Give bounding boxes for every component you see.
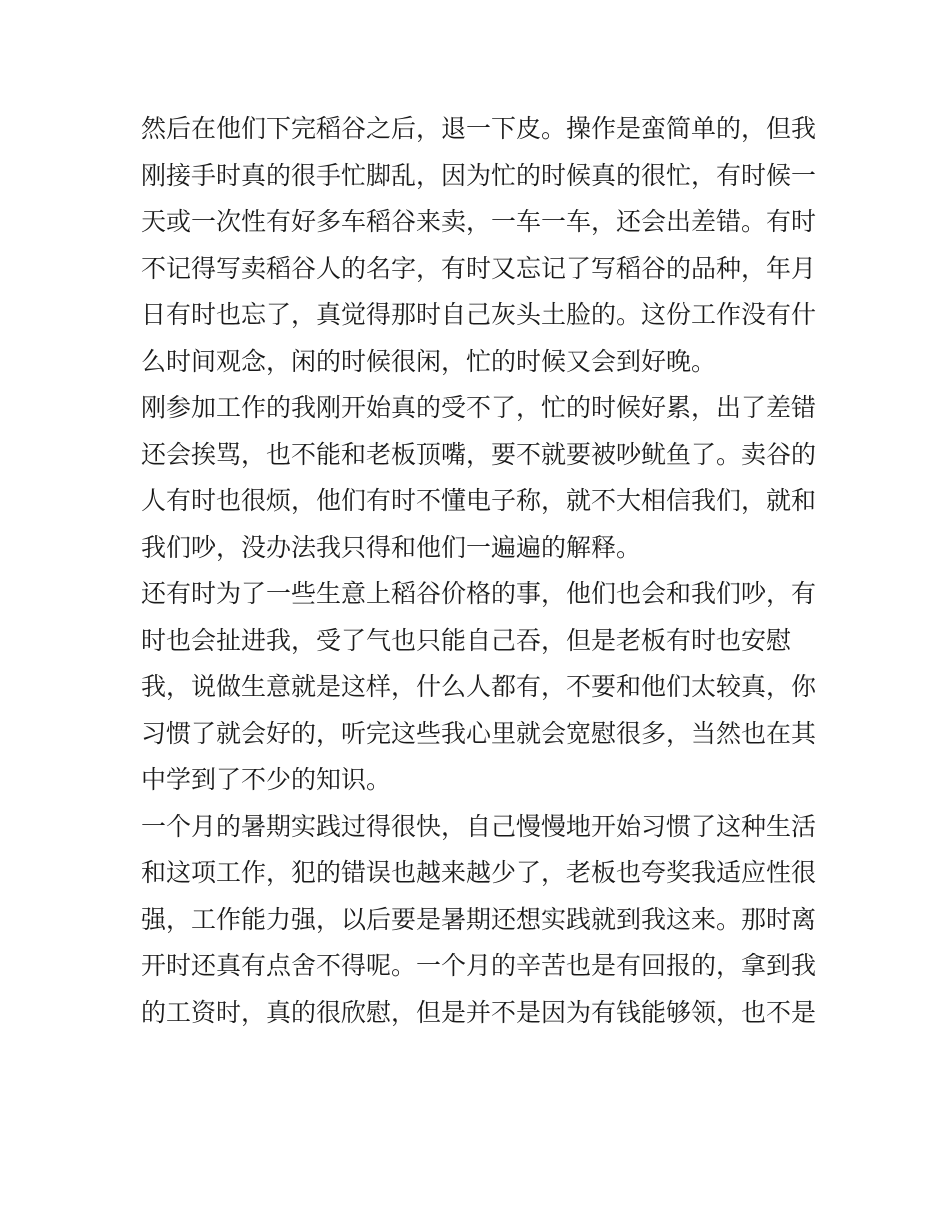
text-line: 人有时也很烦，他们有时不懂电子称，就不大相信我们，就和 (141, 486, 817, 515)
text-line: 么时间观念，闲的时候很闲，忙的时候又会到好晚。 (141, 346, 717, 376)
text-line: 中学到了不少的知识。 (141, 765, 392, 794)
text-line: 我，说做生意就是这样，什么人都有，不要和他们太较真，你 (141, 672, 817, 701)
body-text (141, 106, 821, 1036)
text-line: 还有时为了一些生意上稻谷价格的事，他们也会和我们吵，有 (141, 579, 817, 608)
text-line: 和这项工作，犯的错误也越来越少了，老板也夸奖我适应性很 (141, 858, 817, 887)
text-line: 开时还真有点舍不得呢。一个月的辛苦也是有回报的，拿到我 (141, 951, 817, 980)
text-line: 不记得写卖稻谷人的名字，有时又忘记了写稻谷的品种，年月 (141, 253, 817, 283)
text-line: 还会挨骂，也不能和老板顶嘴，要不就要被吵鱿鱼了。卖谷的 (141, 439, 817, 469)
text-line: 强，工作能力强，以后要是暑期还想实践就到我这来。那时离 (141, 904, 817, 934)
text-line: 刚参加工作的我刚开始真的受不了，忙的时候好累，出了差错 (141, 393, 817, 422)
text-line: 一个月的暑期实践过得很快，自己慢慢地开始习惯了这种生活 (141, 811, 817, 841)
text-line: 日有时也忘了，真觉得那时自己灰头土脸的。这份工作没有什 (141, 300, 817, 329)
text-line: 时也会扯进我，受了气也只能自己吞，但是老板有时也安慰 (141, 625, 792, 655)
text-line: 天或一次性有好多车稻谷来卖，一车一车，还会出差错。有时 (141, 207, 817, 236)
text-line: 然后在他们下完稻谷之后，退一下皮。操作是蛮简单的，但我 (141, 114, 817, 143)
text-line: 我们吵，没办法我只得和他们一遍遍的解释。 (141, 532, 642, 562)
text-line: 的工资时，真的很欣慰，但是并不是因为有钱能够领，也不是 (141, 997, 817, 1027)
text-line: 习惯了就会好的，听完这些我心里就会宽慰很多，当然也在其 (141, 718, 817, 748)
text-line: 刚接手时真的很手忙脚乱，因为忙的时候真的很忙，有时候一 (141, 160, 817, 190)
